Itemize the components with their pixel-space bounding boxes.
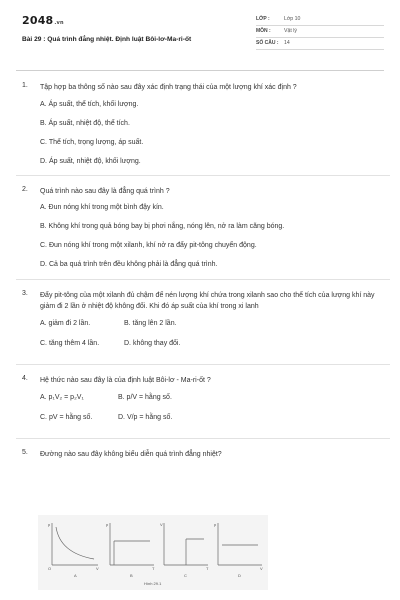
graph-c-axis-label: V	[160, 522, 163, 527]
lesson-title: Bài 29 : Quá trình đẳng nhiệt. Định luật Bôi-lơ-Ma-ri-ốt	[22, 36, 192, 43]
header-divider	[16, 70, 384, 71]
question-2	[22, 186, 384, 270]
meta-row-count	[256, 38, 384, 50]
logo-sub: .vn	[54, 20, 64, 26]
option-b[interactable]: B. p/V = hằng số.	[118, 394, 172, 401]
option-d[interactable]: D. V/p = hằng số.	[118, 414, 173, 421]
option-a[interactable]: A. Đun nóng khí trong một bình đậy kín.	[40, 204, 164, 211]
option-a[interactable]: A. giảm đi 2 lần.	[40, 320, 91, 327]
figure-caption: Hình 29.1	[144, 581, 162, 586]
question-number: 1.	[22, 82, 28, 89]
question-number: 3.	[22, 290, 28, 297]
graph-a-axis-label: p	[48, 522, 51, 527]
question-number: 2.	[22, 186, 28, 193]
question-divider	[16, 279, 390, 280]
meta-key: LỚP :	[256, 16, 270, 22]
option-c[interactable]: C. tăng thêm 4 lần.	[40, 340, 100, 347]
question-4	[22, 375, 384, 432]
option-d[interactable]: D. Áp suất, nhiệt độ, khối lượng.	[40, 158, 141, 165]
question-5	[22, 449, 384, 460]
option-b[interactable]: B. Không khí trong quả bóng bay bị phơi nắng, nóng lên, nở ra làm căng bóng.	[40, 223, 285, 230]
option-c[interactable]: C. Thể tích, trọng lượng, áp suất.	[40, 139, 144, 146]
question-text: Hệ thức nào sau đây là của định luật Bôi-lơ - Ma-ri-ốt ?	[40, 377, 211, 384]
logo-main: 2048	[22, 14, 54, 27]
option-b[interactable]: B. Áp suất, nhiệt độ, thể tích.	[40, 120, 130, 127]
graph-d-axis-label: p	[214, 522, 217, 527]
graph-a-curve	[56, 527, 94, 559]
option-a[interactable]: A. p₁V₂ = p₂V₁	[40, 394, 84, 401]
graph-origin: O	[48, 566, 52, 571]
isotherm-graphs	[38, 515, 268, 590]
question-1	[22, 82, 384, 167]
question-number: 4.	[22, 375, 28, 382]
graph-b-label: B	[130, 573, 133, 578]
graph-d-axis-label: V	[260, 566, 263, 571]
meta-key: SỐ CÂU :	[256, 40, 279, 46]
question-divider	[16, 364, 390, 365]
meta-key: MÔN :	[256, 28, 271, 34]
question-divider	[16, 175, 390, 176]
meta-row-class	[256, 14, 384, 26]
option-grid	[40, 319, 240, 358]
page-header	[22, 14, 384, 60]
logo[interactable]	[22, 14, 64, 27]
graph-b-axis-label: p	[106, 522, 109, 527]
meta-panel	[256, 14, 384, 50]
option-b[interactable]: B. tăng lên 2 lần.	[124, 320, 177, 327]
graph-b-axis-label: T	[152, 566, 155, 571]
question-divider	[16, 438, 390, 439]
option-d[interactable]: D. không thay đổi.	[124, 340, 181, 347]
option-d[interactable]: D. Cả ba quá trình trên đều không phải là đẳng quá trình.	[40, 261, 218, 268]
option-a[interactable]: A. Áp suất, thể tích, khối lượng.	[40, 101, 139, 108]
graph-c-label: C	[184, 573, 187, 578]
meta-row-subject	[256, 26, 384, 38]
meta-value: Lớp 10	[284, 16, 301, 22]
meta-value: Vật lý	[284, 28, 297, 34]
option-c[interactable]: C. pV = hằng số.	[40, 414, 93, 421]
graph-c-axis-label: T	[206, 566, 209, 571]
question-list	[22, 82, 384, 460]
question-text: Đường nào sau đây không biểu diễn quá trình đẳng nhiệt?	[40, 451, 222, 458]
question-text: Đẩy pit-tông của một xilanh đủ chậm để nén lượng khí chứa trong xilanh sao cho thể tích của lượng khí này giảm đi 2 lần ở nhiệt độ không đổi. Khi đó áp suất của khí trong xi lanh	[40, 292, 375, 310]
question-text: Tập hợp ba thông số nào sau đây xác định trạng thái của một lượng khí xác định ?	[40, 84, 297, 91]
meta-value: 14	[284, 40, 290, 46]
question-number: 5.	[22, 449, 28, 456]
option-grid	[40, 393, 240, 432]
question-text: Quá trình nào sau đây là đẳng quá trình ?	[40, 188, 170, 195]
graph-a-label: A	[74, 573, 77, 578]
question-3	[22, 290, 384, 358]
option-c[interactable]: C. Đun nóng khí trong một xilanh, khí nở ra đẩy pit-tông chuyển động.	[40, 242, 257, 249]
isotherm-figure	[38, 515, 268, 590]
graph-d-label: D	[238, 573, 241, 578]
graph-a-axis-label: V	[96, 566, 99, 571]
